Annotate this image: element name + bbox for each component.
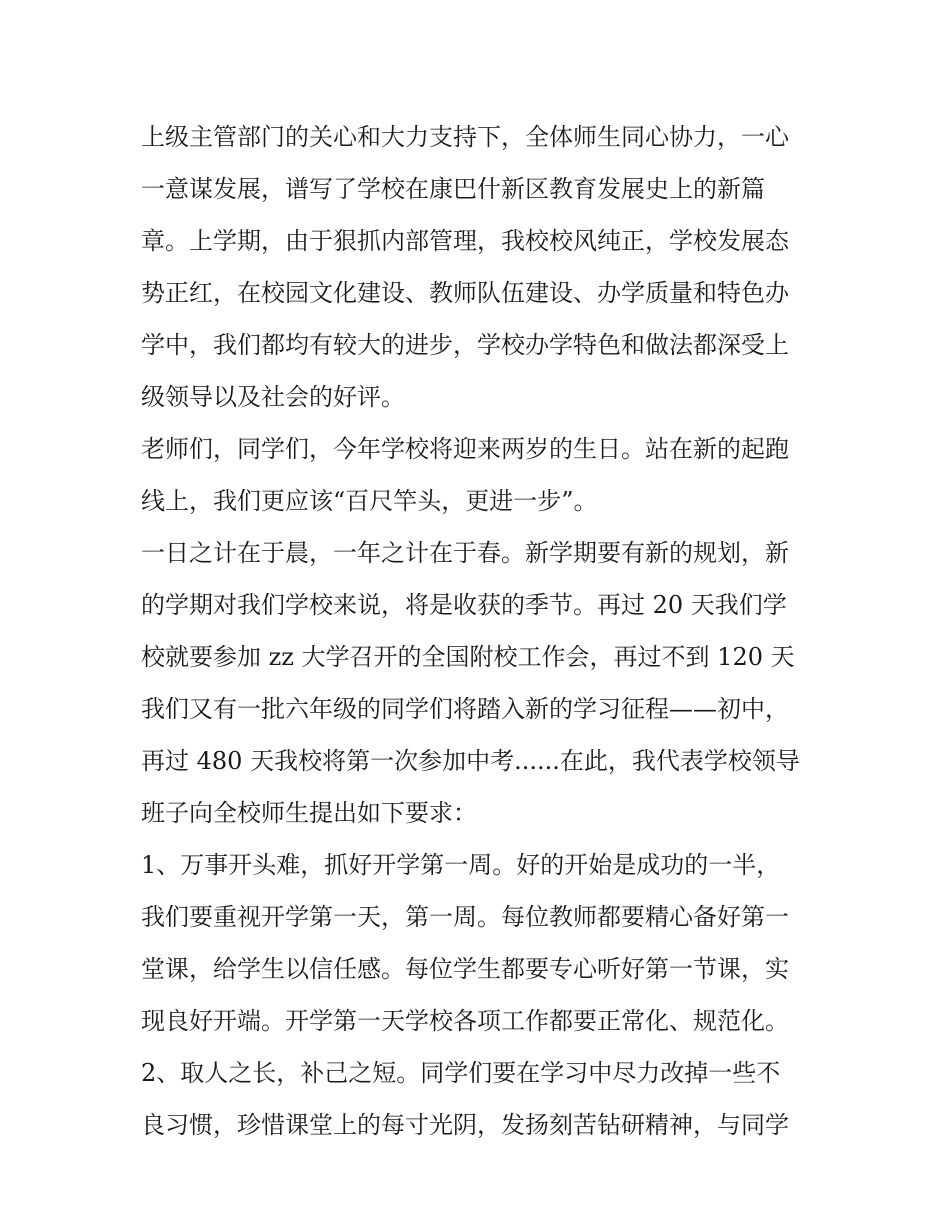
text-line: 1、万事开头难，抓好开学第一周。好的开始是成功的一半， <box>141 851 781 879</box>
text-line: 老师们，同学们，今年学校将迎来两岁的生日。站在新的起跑 <box>141 435 789 463</box>
text-line: 学中，我们都均有较大的进步，学校办学特色和做法都深受上 <box>141 331 789 359</box>
text-line: 上级主管部门的关心和大力支持下，全体师生同心协力，一心 <box>141 123 789 151</box>
text-line: 2、取人之长，补己之短。同学们要在学习中尽力改掉一些不 <box>141 1059 781 1087</box>
text-line: 章。上学期，由于狠抓内部管理，我校校风纯正，学校发展态 <box>141 227 789 255</box>
text-line: 我们要重视开学第一天，第一周。每位教师都要精心备好第一 <box>141 903 789 931</box>
text-line: 势正红，在校园文化建设、教师队伍建设、办学质量和特色办 <box>141 279 789 307</box>
text-line: 我们又有一批六年级的同学们将踏入新的学习征程——初中， <box>141 695 789 723</box>
text-line: 的学期对我们学校来说，将是收获的季节。再过 20 天我们学 <box>141 591 787 619</box>
text-line: 校就要参加 zz 大学召开的全国附校工作会，再过不到 120 天 <box>141 643 795 671</box>
text-line: 现良好开端。开学第一天学校各项工作都要正常化、规范化。 <box>141 1007 789 1035</box>
text-line: 级领导以及社会的好评。 <box>141 383 405 411</box>
text-line: 堂课，给学生以信任感。每位学生都要专心听好第一节课，实 <box>141 955 789 983</box>
text-line: 一日之计在于晨，一年之计在于春。新学期要有新的规划，新 <box>141 539 789 567</box>
text-line: 线上，我们更应该“百尺竿头，更进一步”。 <box>141 487 598 515</box>
document-body <box>141 111 813 1151</box>
text-line: 再过 480 天我校将第一次参加中考......在此，我代表学校领导 <box>141 747 800 775</box>
text-line: 一意谋发展，谱写了学校在康巴什新区教育发展史上的新篇 <box>141 175 765 203</box>
text-line: 班子向全校师生提出如下要求： <box>141 799 477 827</box>
text-line: 良习惯，珍惜课堂上的每寸光阴，发扬刻苦钻研精神，与同学 <box>141 1111 789 1139</box>
